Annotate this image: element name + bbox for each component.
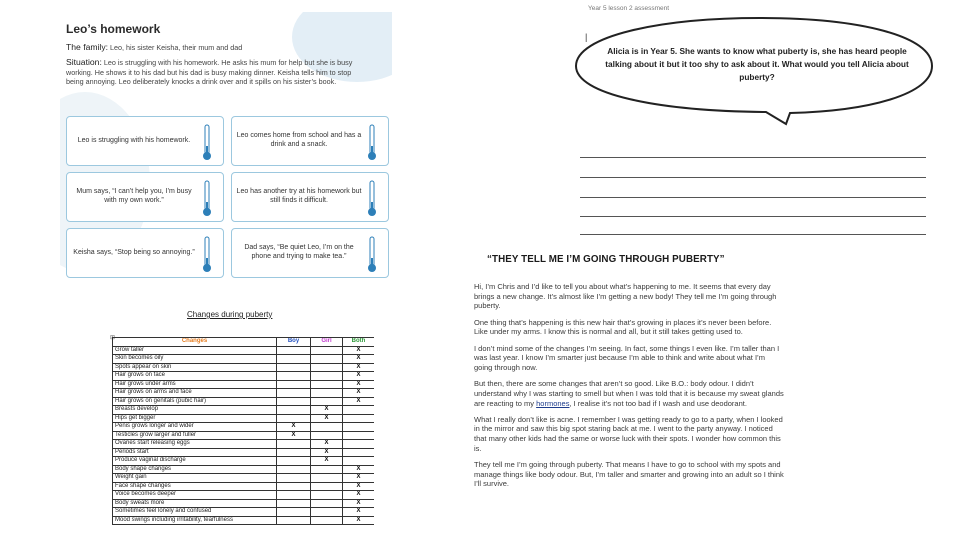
answer-line[interactable] [580,157,926,158]
boy-cell: X [277,423,311,432]
girl-cell [311,363,343,372]
scenario-card [66,116,224,166]
change-item-cell: Ovaries start releasing eggs [113,440,277,449]
change-item-cell: Sometimes feel lonely and confused [113,508,277,517]
table-row [113,491,375,500]
boy-cell: X [277,431,311,440]
both-cell: X [343,380,375,389]
changes-table-title: Changes during puberty [187,310,273,319]
table-row [113,482,375,491]
table-row [113,457,375,466]
scenario-card [231,228,389,278]
boy-cell [277,516,311,525]
table-row [113,508,375,517]
column-header-changes: Changes [113,338,277,347]
answer-line[interactable] [580,197,926,198]
answer-line[interactable] [580,234,926,235]
column-header-boy: Boy [277,338,311,347]
boy-cell [277,346,311,355]
both-cell: X [343,363,375,372]
boy-cell [277,482,311,491]
change-item-cell: Mood swings including irritability, tearfulness [113,516,277,525]
assessment-question: Alicia is in Year 5. She wants to know what puberty is, she has heard people talking about it but it too shy to ask about it. What would you tell Alicia about puberty? [605,46,909,82]
change-item-cell: Penis grows longer and wider [113,423,277,432]
girl-cell: X [311,440,343,449]
both-cell [343,431,375,440]
change-item-cell: Hair grows under arms [113,380,277,389]
change-item-cell: Hair grows on face [113,372,277,381]
boy-cell [277,380,311,389]
both-cell: X [343,491,375,500]
change-item-cell: Spots appear on skin [113,363,277,372]
table-row [113,372,375,381]
change-item-cell: Body shape changes [113,465,277,474]
story-paragraph: I don’t mind some of the changes I’m seeing. In fact, some things I even like. I’m taller than I was last year. I know I’m smarter just because I’m able to think and write about what I’m going through now. [474,343,780,372]
situation-label: Situation: [66,57,102,67]
scenario-card-text: Keisha says, “Stop being so annoying.” [73,248,195,256]
boy-cell [277,465,311,474]
scenario-card-text: Leo is struggling with his homework. [77,136,191,144]
changes-table-body [113,346,375,525]
thermometer-icon [201,236,213,274]
boy-cell [277,440,311,449]
girl-cell [311,491,343,500]
worksheet-title: Leo’s homework [66,22,161,36]
boy-cell [277,499,311,508]
family-text: Leo, his sister Keisha, their mum and dad [108,43,243,52]
table-row [113,363,375,372]
table-row [113,465,375,474]
scenario-card [66,172,224,222]
change-item-cell: Hips get bigger [113,414,277,423]
both-cell: X [343,499,375,508]
situation-description [66,58,362,87]
story-paragraph: Hi, I’m Chris and I’d like to tell you about what’s happening to me. It seems that every day brings a new change. It’s almost like I’m getting a new body! They tell me I’m going through puberty. [474,282,777,311]
both-cell [343,457,375,466]
both-cell: X [343,516,375,525]
story-text: But then, there are some changes that aren’t so good. Like B.O.: body odour. I didn’t understand why I was starting to smell but when I was told that it is because my sweat glands are reacting to my [474,379,784,408]
table-row [113,423,375,432]
story-paragraph: One thing that’s happening is this new hair that’s growing in places it’s never been before. Like under my arms. I know this is normal and all, but it still takes getting used to. [474,317,772,337]
boy-cell [277,457,311,466]
thermometer-icon [201,124,213,162]
boy-cell [277,397,311,406]
boy-cell [277,406,311,415]
text-cursor: | [585,32,588,42]
table-move-handle[interactable]: ⊞ [110,335,116,341]
both-cell [343,448,375,457]
table-row [113,380,375,389]
change-item-cell: Produce vaginal discharge [113,457,277,466]
both-cell: X [343,355,375,364]
girl-cell [311,516,343,525]
girl-cell: X [311,406,343,415]
story-paragraph: They tell me I’m going through puberty. That means I have to go to school with my spots and manage things like body odour. But, I’m taller and smarter and growing into an adult so I think I’ll survive. [474,460,784,489]
change-item-cell: Body sweats more [113,499,277,508]
changes-table-container [112,337,374,530]
girl-cell: X [311,448,343,457]
girl-cell [311,346,343,355]
both-cell: X [343,372,375,381]
thermometer-icon [366,180,378,218]
table-row [113,440,375,449]
girl-cell [311,465,343,474]
column-header-girl: Girl [311,338,343,347]
leo-homework-worksheet [60,12,392,282]
both-cell [343,423,375,432]
girl-cell: X [311,457,343,466]
girl-cell [311,508,343,517]
boy-cell [277,372,311,381]
column-header-both: Both [343,338,375,347]
change-item-cell: Breasts develop [113,406,277,415]
boy-cell [277,363,311,372]
answer-line[interactable] [580,177,926,178]
assessment-label: Year 5 lesson 2 assessment [588,5,670,12]
change-item-cell: Voice becomes deeper [113,491,277,500]
change-item-cell: Skin becomes oily [113,355,277,364]
answer-line[interactable] [580,216,926,217]
story-title: “THEY TELL ME I’M GOING THROUGH PUBERTY” [487,254,725,265]
table-row [113,406,375,415]
girl-cell [311,372,343,381]
boy-cell [277,414,311,423]
both-cell: X [343,474,375,483]
scenario-card [231,116,389,166]
family-description [66,42,386,52]
change-item-cell: Periods start [113,448,277,457]
changes-table [112,337,374,525]
scenario-card-text: Leo comes home from school and has a drink and a snack. [236,132,362,148]
scenario-card [66,228,224,278]
boy-cell [277,491,311,500]
scenario-card [231,172,389,222]
table-row [113,355,375,364]
change-item-cell: Hair grows on genitals (pubic hair) [113,397,277,406]
story-body [474,282,784,496]
table-row [113,516,375,525]
girl-cell [311,474,343,483]
girl-cell [311,389,343,398]
table-row [113,397,375,406]
boy-cell [277,355,311,364]
girl-cell [311,499,343,508]
boy-cell [277,508,311,517]
situation-text: Leo is struggling with his homework. He asks his mum for help but she is busy working. He shows it to his dad but his dad is busy making dinner. Keisha tells him to stop being annoying. Leo deliberately knocks a drink over and it spills on his sister’s book. [66,58,353,87]
both-cell: X [343,389,375,398]
both-cell: X [343,482,375,491]
both-cell [343,414,375,423]
girl-cell [311,397,343,406]
change-item-cell: Hair grows on arms and face [113,389,277,398]
table-row [113,389,375,398]
girl-cell [311,380,343,389]
table-row [113,448,375,457]
both-cell: X [343,346,375,355]
girl-cell [311,431,343,440]
scenario-card-text: Mum says, “I can’t help you, I’m busy with my own work.” [76,188,192,204]
table-row [113,474,375,483]
change-item-cell: Testicles grow larger and fuller [113,431,277,440]
table-row [113,346,375,355]
boy-cell [277,474,311,483]
family-label: The family: [66,42,109,52]
table-row [113,414,375,423]
girl-cell [311,355,343,364]
change-item-cell: Grow taller [113,346,277,355]
change-item-cell: Weight gain [113,474,277,483]
story-paragraph: What I really don’t like is acne. I remember I was getting ready to go to a party, when I looked in the mirror and saw this big spot staring back at me. I went to the party anyway. I noticed that many other kids had the same or worse luck with their spots. I wonder how common this is. [474,414,783,453]
boy-cell [277,389,311,398]
girl-cell: X [311,414,343,423]
table-row [113,499,375,508]
both-cell: X [343,465,375,474]
change-item-cell: Face shape changes [113,482,277,491]
thermometer-icon [201,180,213,218]
girl-cell [311,423,343,432]
scenario-card-text: Leo has another try at his homework but still finds it difficult. [236,188,362,204]
girl-cell [311,482,343,491]
boy-cell [277,448,311,457]
scenario-card-text: Dad says, “Be quiet Leo, I’m on the phone and trying to make tea.” [244,244,354,260]
table-header-row [113,338,375,347]
both-cell: X [343,397,375,406]
story-text: , I realise it’s not too bad if I wash and use deodorant. [569,398,747,408]
thermometer-icon [366,124,378,162]
both-cell: X [343,508,375,517]
both-cell [343,406,375,415]
story-paragraph [474,379,784,408]
table-row [113,431,375,440]
both-cell [343,440,375,449]
thermometer-icon [366,236,378,274]
hormones-link[interactable]: hormones [536,398,570,408]
